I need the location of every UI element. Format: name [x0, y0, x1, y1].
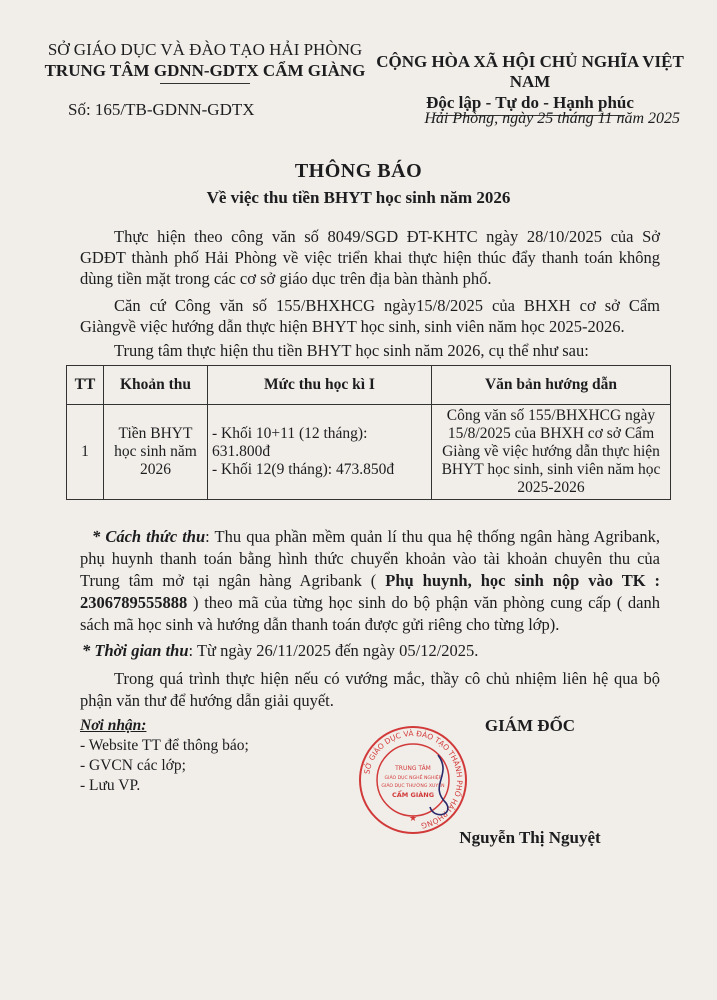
cell-item: Tiền BHYT học sinh năm 2026	[104, 405, 208, 500]
payment-method: * Cách thức thu: Thu qua phần mềm quản lí thu qua hệ thống ngân hàng Agribank, phụ huynh thanh toán bằng hình thức chuyển khoản vào tài khoản chuyên thu của Trung tâm mở tại ngân hàng Agribank ( Phụ huynh, học sinh nộp vào TK : 2306789555888 ) theo mã của từng học sinh do bộ phận văn phòng cung cấp ( danh sách mã học sinh và hướng dẫn thanh toán được gửi riêng cho từng lớp).	[80, 527, 660, 634]
seal-line-4: CẨM GIÀNG	[391, 791, 435, 799]
org-name: TRUNG TÂM GDNN-GDTX CẨM GIÀNG	[44, 61, 366, 80]
seal-outer-text: SỞ GIÁO DỤC VÀ ĐÀO TẠO THÀNH PHỐ HẢI PHÒNG	[362, 728, 465, 831]
org-parent: SỞ GIÁO DỤC VÀ ĐÀO TẠO HẢI PHÒNG	[47, 40, 363, 59]
org-underline	[160, 83, 250, 84]
header-right	[370, 52, 690, 116]
recipient-item: - Lưu VP.	[80, 777, 141, 794]
seal-line-1: TRUNG TÂM	[395, 765, 431, 772]
recipient-item: - GVCN các lớp;	[80, 757, 186, 774]
signer-title: GIÁM ĐỐC	[484, 716, 576, 735]
paragraph-2: Căn cứ Công văn số 155/BHXHCG ngày15/8/2025 của BHXH cơ sở Cẩm Giàngvề việc hướng dẫn thực hiện BHYT học sinh, sinh viên năm học 2025-2026.	[80, 296, 660, 336]
table-header-row	[67, 366, 671, 405]
payment-label: * Cách thức thu	[92, 527, 206, 546]
time-label: * Thời gian thu	[82, 641, 189, 660]
fee-line-2: - Khối 12(9 tháng): 473.850đ	[212, 461, 395, 478]
signer-name: Nguyễn Thị Nguyệt	[459, 828, 601, 847]
cell-guide: Công văn số 155/BHXHCG ngày 15/8/2025 của BHXH cơ sở Cẩm Giàng về việc hướng dẫn thực hiện BHYT học sinh, sinh viên năm học 2025-2026	[432, 405, 671, 500]
seal-line-2: GIÁO DỤC NGHỀ NGHIỆP	[384, 776, 442, 781]
doc-title: THÔNG BÁO	[294, 160, 423, 182]
header-item: Khoản thu	[104, 366, 208, 405]
country-name: CỘNG HÒA XÃ HỘI CHỦ NGHĨA VIỆT NAM	[376, 52, 684, 91]
header-tt: TT	[67, 366, 104, 405]
recipients-label: Nơi nhận:	[80, 717, 147, 734]
motto: Độc lập - Tự do - Hạnh phúc	[426, 93, 634, 112]
doc-number: Số: 165/TB-GDNN-GDTX	[68, 100, 255, 119]
place-date: Hải Phòng, ngày 25 tháng 11 năm 2025	[424, 110, 680, 127]
official-seal-icon	[358, 725, 468, 835]
recipient-item: - Website TT để thông báo;	[80, 737, 249, 754]
seal-line-3: GIÁO DỤC THƯỜNG XUYÊN	[381, 784, 445, 789]
paragraph-1: Thực hiện theo công văn số 8049/SGD ĐT-KHTC ngày 28/10/2025 của Sở GDĐT thành phố Hải Phòng về việc triển khai thực hiện thúc đẩy thanh toán không dùng tiền mặt trong các cơ sở giáo dục trên địa bàn thành phố.	[80, 227, 660, 288]
doc-subtitle: Về việc thu tiền BHYT học sinh năm 2026	[206, 188, 511, 207]
fee-line-1: - Khối 10+11 (12 tháng): 631.800đ	[212, 425, 368, 460]
header-fee: Mức thu học kì I	[208, 366, 432, 405]
cell-tt: 1	[67, 405, 104, 500]
cell-fee	[208, 405, 432, 500]
fee-table	[66, 365, 671, 500]
collection-time: * Thời gian thu: Từ ngày 26/11/2025 đến ngày 05/12/2025.	[82, 641, 479, 660]
svg-text:★: ★	[408, 814, 418, 824]
paragraph-3: Trung tâm thực hiện thu tiền BHYT học sinh năm 2026, cụ thể như sau:	[114, 341, 589, 360]
closing-paragraph: Trong quá trình thực hiện nếu có vướng mắc, thầy cô chủ nhiệm liên hệ qua bộ phận văn thư để hướng dẫn giải quyết.	[80, 669, 660, 710]
table-row	[67, 405, 671, 500]
recipients	[80, 716, 249, 796]
header-guide: Văn bản hướng dẫn	[432, 366, 671, 405]
header-left	[40, 40, 370, 84]
bank-account: Phụ huynh, học sinh nộp vào TK : 2306789555888	[80, 571, 660, 612]
